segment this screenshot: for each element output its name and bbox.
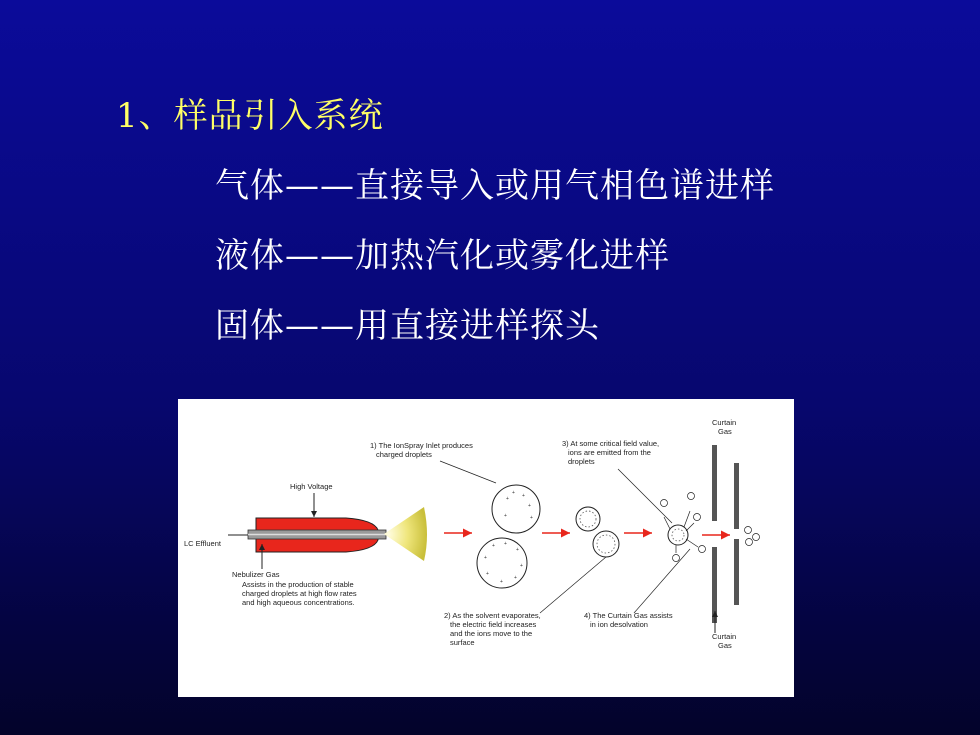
step4-line1: 4) The Curtain Gas assists <box>584 611 673 620</box>
step3-line2: ions are emitted from the <box>568 448 651 457</box>
svg-text:+: + <box>492 543 495 549</box>
step1-line1: 1) The IonSpray Inlet produces <box>370 441 473 450</box>
step2-line3: and the ions move to the <box>450 629 533 638</box>
spray-plume <box>384 507 427 561</box>
svg-text:+: + <box>504 541 507 547</box>
liquid-intro-line: 液体——加热汽化或雾化进样 <box>215 236 670 276</box>
svg-text:+: + <box>506 496 509 502</box>
curtain-gas-bottom-line2: Gas <box>718 641 732 650</box>
nebulizer-desc-3: and high aqueous concentrations. <box>242 598 355 607</box>
curtain-plate-lower-right <box>734 539 739 605</box>
step1-pointer <box>440 461 496 483</box>
nebulizer-desc-1: Assists in the production of stable <box>242 580 354 589</box>
medium-droplet-upper <box>576 507 600 531</box>
high-voltage-label: High Voltage <box>290 482 333 491</box>
step2-pointer <box>540 557 606 613</box>
emitting-droplet <box>668 525 688 545</box>
step3-line3: droplets <box>568 457 595 466</box>
svg-text:+: + <box>484 555 487 561</box>
svg-text:+: + <box>516 547 519 553</box>
step4-line2: in ion desolvation <box>590 620 648 629</box>
curtain-gas-top-line2: Gas <box>718 427 732 436</box>
lc-effluent-label: LC Effluent <box>184 539 221 548</box>
exit-ions <box>745 527 760 546</box>
step4-pointer <box>634 549 690 613</box>
nebulizer-gas-label: Nebulizer Gas <box>232 570 280 579</box>
svg-text:+: + <box>512 490 515 496</box>
step2-line4: surface <box>450 638 475 647</box>
svg-text:+: + <box>514 575 517 581</box>
step3-line1: 3) At some critical field value, <box>562 439 660 448</box>
solid-intro-line: 固体——用直接进样探头 <box>215 306 600 346</box>
svg-text:+: + <box>522 493 525 499</box>
slide-title: 1、样品引入系统 <box>116 96 384 136</box>
ionspray-diagram <box>178 399 794 697</box>
svg-text:+: + <box>500 579 503 585</box>
svg-text:+: + <box>486 571 489 577</box>
svg-text:+: + <box>528 503 531 509</box>
svg-text:+: + <box>530 515 533 521</box>
gas-intro-line: 气体——直接导入或用气相色谱进样 <box>215 166 775 206</box>
step1-line2: charged droplets <box>376 450 432 459</box>
large-droplet-upper <box>492 485 540 533</box>
step3-pointer <box>618 469 672 523</box>
step2-line2: the electric field increases <box>450 620 537 629</box>
ionspray-diagram-svg <box>178 399 794 697</box>
curtain-gas-top-line1: Curtain <box>712 418 737 427</box>
svg-text:+: + <box>504 513 507 519</box>
curtain-plate-upper-left <box>712 445 717 521</box>
curtain-plate-upper-right <box>734 463 739 529</box>
nebulizer-desc-2: charged droplets at high flow rates <box>242 589 357 598</box>
svg-text:+: + <box>520 563 523 569</box>
curtain-gas-bottom-line1: Curtain <box>712 632 737 641</box>
step2-line1: 2) As the solvent evaporates, <box>444 611 541 620</box>
